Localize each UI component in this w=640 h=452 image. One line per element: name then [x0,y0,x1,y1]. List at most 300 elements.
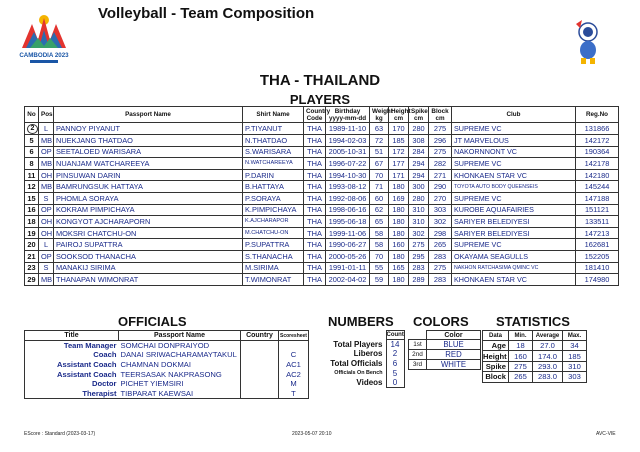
player-position: OP [39,250,54,262]
player-position: S [39,262,54,274]
player-block: 282 [429,158,452,170]
player-country: THA [304,169,326,181]
player-club: SARIYER BELEDIYESI [452,216,576,228]
player-spike: 275 [409,239,429,251]
player-shirt-name: P.SORAYA [243,192,304,204]
official-title: Team Manager [25,341,119,351]
player-block: 298 [429,227,452,239]
color-order: 2nd [409,350,427,360]
player-row [25,169,619,181]
player-country: THA [304,158,326,170]
col-average: Average [533,331,563,341]
player-spike: 284 [409,146,429,158]
player-number [25,123,39,135]
statistic-min: 265 [509,372,533,382]
players-table [24,106,619,286]
color-row [409,340,481,350]
player-birthday: 1998-06-16 [326,204,370,216]
official-title: Coach [25,350,119,360]
statistics-row [483,341,587,351]
official-row [25,369,309,379]
player-club: OKAYAMA SEAGULLS [452,250,576,262]
player-passport-name: PANNOY PIYANUT [54,123,243,135]
player-row [25,262,619,274]
player-club: NAKORNNONT VC [452,146,576,158]
official-row [25,388,309,398]
player-spike: 289 [409,274,429,286]
player-weight: 67 [370,158,389,170]
statistic-min: 160 [509,351,533,361]
numbers-row [322,378,404,388]
statistic-min: 18 [509,341,533,351]
player-number: 23 [25,262,39,274]
statistic-name: Height [483,351,507,361]
color-value: WHITE [427,360,481,370]
numbers-value: 2 [386,349,404,359]
col-birthday: Birthday yyyy-mm-dd [326,107,370,123]
player-shirt-name: N.WATCHAREEYA [243,158,304,170]
player-country: THA [304,216,326,228]
numbers-value: 14 [386,340,404,350]
statistic-average: 27.0 [533,341,563,351]
official-row [25,379,309,389]
player-reg-no: 142172 [576,135,619,147]
player-birthday: 2002-04-02 [326,274,370,286]
player-weight: 72 [370,135,389,147]
player-number: 18 [25,216,39,228]
player-height: 177 [389,158,409,170]
player-spike: 294 [409,169,429,181]
statistics-header-row [483,331,587,341]
player-row [25,274,619,286]
player-birthday: 1992-08-06 [326,192,370,204]
player-block: 275 [429,123,452,135]
games-logo [14,4,74,66]
player-spike: 295 [409,250,429,262]
player-birthday: 1993-08-12 [326,181,370,193]
player-block: 303 [429,204,452,216]
player-country: THA [304,262,326,274]
player-block: 283 [429,250,452,262]
col-no: No [25,107,39,123]
numbers-label: Liberos [353,349,383,359]
player-passport-name: THANAPAN WIMONRAT [54,274,243,286]
col-scoresheet: Scoresheet [280,332,307,339]
statistic-max: 34 [563,341,587,351]
col-height: Height cm [389,107,409,123]
official-country [241,341,279,351]
player-club: TOYOTA AUTO BODY QUEENSEIS [452,181,576,193]
player-position: OP [39,204,54,216]
numbers-header-row [322,331,404,340]
player-weight: 70 [370,250,389,262]
players-header-row [25,107,619,123]
official-title: Assistant Coach [25,360,119,370]
player-club: SARIYER BELEDIYESI [452,227,576,239]
player-reg-no: 162681 [576,239,619,251]
official-country [241,350,279,360]
player-birthday: 2005-10-31 [326,146,370,158]
player-country: THA [304,181,326,193]
statistic-average: 293.0 [533,361,563,371]
official-country [241,388,279,398]
official-country [241,369,279,379]
official-title: Doctor [25,379,119,389]
numbers-label: Total Officials [330,358,383,368]
player-passport-name: SEETALOED WARISARA [54,146,243,158]
player-number: 15 [25,192,39,204]
player-height: 169 [389,192,409,204]
official-scoresheet: C [279,350,309,360]
player-row [25,181,619,193]
col-count: Count [386,332,404,338]
team-title: THA - THAILAND [259,72,381,89]
official-name: DANAI SRIWACHARAMAYTAKUL [120,350,237,360]
player-height: 160 [389,239,409,251]
player-number: 20 [25,239,39,251]
numbers-row [322,340,404,350]
player-passport-name: PHOMLA SORAYA [54,192,243,204]
numbers-value: 6 [386,359,404,369]
player-spike: 310 [409,204,429,216]
player-weight: 70 [370,169,389,181]
player-weight: 62 [370,204,389,216]
statistics-body [483,341,587,383]
player-position: OH [39,169,54,181]
player-shirt-name: P.TIYANUT [243,123,304,135]
mascot-logo [568,14,608,66]
col-color: Color [427,331,481,340]
statistics-row [483,351,587,361]
col-official-name: Passport Name [119,331,241,341]
player-weight: 60 [370,192,389,204]
player-weight: 65 [370,216,389,228]
statistic-average: 174.0 [533,351,563,361]
numbers-heading: NUMBERS [328,314,394,329]
official-scoresheet: AC2 [279,369,309,379]
player-shirt-name: P.SUPATTRA [243,239,304,251]
player-height: 180 [389,250,409,262]
official-scoresheet: M [279,379,309,389]
player-reg-no: 145244 [576,181,619,193]
numbers-body [322,340,404,388]
player-row [25,204,619,216]
player-height: 170 [389,123,409,135]
player-birthday: 1991-01-11 [326,262,370,274]
player-country: THA [304,204,326,216]
player-shirt-name: P.DARIN [243,169,304,181]
official-country [241,379,279,389]
statistic-max: 185 [563,351,587,361]
player-club: SUPREME VC [452,192,576,204]
player-country: THA [304,227,326,239]
player-block: 270 [429,192,452,204]
col-pos: Pos [39,107,54,123]
footer-software: EScore : Standard (2023-03-17) [24,431,96,437]
col-title: Title [25,331,119,341]
player-spike: 302 [409,227,429,239]
player-passport-name: MANAKIJ SIRIMA [54,262,243,274]
player-country: THA [304,146,326,158]
player-passport-name: PAIROJ SUPATTRA [54,239,243,251]
official-name: TEERSASAK NAKPRASONG [120,369,222,379]
player-number: 5 [25,135,39,147]
player-country: THA [304,239,326,251]
document-title: Volleyball - Team Composition [98,5,315,22]
player-shirt-name: M.SIRIMA [243,262,304,274]
player-reg-no: 142180 [576,169,619,181]
official-row [25,341,309,351]
player-spike: 310 [409,216,429,228]
col-country-code: Country Code [304,107,326,123]
player-height: 165 [389,262,409,274]
color-row [409,350,481,360]
player-number: 8 [25,158,39,170]
player-position: L [39,239,54,251]
player-row [25,158,619,170]
statistic-name: Spike [483,361,509,371]
player-shirt-name: T.WIMONRAT [243,274,304,286]
player-block: 265 [429,239,452,251]
player-position: L [39,123,54,135]
official-name: TIBPARAT KAEWSAI [119,388,241,398]
player-country: THA [304,250,326,262]
player-weight: 71 [370,181,389,193]
player-block: 271 [429,169,452,181]
color-row [409,360,481,370]
col-weight: Weight kg [370,107,389,123]
official-title: Assistant Coach [25,369,119,379]
player-club: NAKHON RATCHASIMA QMINC VC [452,262,576,274]
player-row [25,146,619,158]
player-passport-name: KONGYOT AJCHARAPORN [54,216,243,228]
player-birthday: 1996-07-22 [326,158,370,170]
official-title: Therapist [25,388,119,398]
player-birthday: 1989-11-10 [326,123,370,135]
player-weight: 55 [370,262,389,274]
official-name: PICHET YIEMSIRI [120,379,184,389]
player-birthday: 1994-10-30 [326,169,370,181]
official-name: SOMCHAI DONPRAIYOD [120,341,210,351]
officials-header-row [25,331,309,341]
player-weight: 58 [370,239,389,251]
player-number: 6 [25,146,39,158]
player-birthday: 1994-02-03 [326,135,370,147]
player-reg-no: 133511 [576,216,619,228]
player-reg-no: 131866 [576,123,619,135]
player-block: 283 [429,274,452,286]
col-shirt-name: Shirt Name [243,107,304,123]
player-country: THA [304,274,326,286]
official-scoresheet: T [279,388,309,398]
col-passport-name: Passport Name [54,107,243,123]
official-row [25,360,309,370]
player-shirt-name: N.THATDAO [243,135,304,147]
player-club: SUPREME VC [452,239,576,251]
player-birthday: 2000-05-26 [326,250,370,262]
colors-heading: COLORS [413,314,469,329]
numbers-label: Officials On Bench [334,370,383,377]
player-shirt-name: B.HATTAYA [243,181,304,193]
player-position: MB [39,158,54,170]
officials-body [25,341,309,399]
player-block: 275 [429,262,452,274]
player-club: KHONKAEN STAR VC [452,274,576,286]
player-row [25,123,619,135]
numbers-row [322,349,404,359]
player-shirt-name: S.THANACHA [243,250,304,262]
captain-marker: 2 [27,124,38,134]
color-value: BLUE [427,340,481,350]
statistics-row [483,361,587,371]
player-position: OP [39,146,54,158]
statistics-heading: STATISTICS [496,314,570,329]
numbers-value: 0 [386,378,404,388]
statistics-table [482,330,587,383]
player-country: THA [304,192,326,204]
player-number: 29 [25,274,39,286]
player-position: MB [39,135,54,147]
player-passport-name: NUANJAM WATCHAREEYA [54,158,243,170]
statistic-max: 303 [563,372,587,382]
statistic-min: 275 [509,361,533,371]
player-height: 185 [389,135,409,147]
col-data: Data [483,331,509,341]
player-row [25,216,619,228]
player-reg-no: 181410 [576,262,619,274]
player-spike: 294 [409,158,429,170]
player-reg-no: 152205 [576,250,619,262]
col-min: Min. [509,331,533,341]
player-block: 275 [429,146,452,158]
col-club: Club [452,107,576,123]
player-position: MB [39,181,54,193]
officials-heading: OFFICIALS [118,314,187,329]
player-spike: 300 [409,181,429,193]
players-body [25,123,619,286]
numbers-label: Total Players [333,339,383,349]
player-country: THA [304,123,326,135]
player-height: 171 [389,169,409,181]
col-official-country: Country [241,331,279,341]
player-weight: 51 [370,146,389,158]
col-block: Block cm [429,107,452,123]
player-weight: 58 [370,227,389,239]
numbers-row [322,359,404,369]
player-number: 16 [25,204,39,216]
colors-header-row [409,331,481,340]
player-passport-name: MOKSRI CHATCHU-ON [54,227,243,239]
col-spike: Spike cm [409,107,429,123]
player-row [25,239,619,251]
player-reg-no: 147188 [576,192,619,204]
player-passport-name: BAMRUNGSUK HATTAYA [54,181,243,193]
player-country: THA [304,135,326,147]
player-spike: 280 [409,123,429,135]
player-reg-no: 174980 [576,274,619,286]
player-height: 180 [389,181,409,193]
statistics-row [483,372,587,382]
player-passport-name: NUEKJANG THATDAO [54,135,243,147]
numbers-value: 5 [386,368,404,378]
col-max: Max. [563,331,587,341]
numbers-label: Videos [356,378,383,388]
player-number: 11 [25,169,39,181]
player-weight: 59 [370,274,389,286]
player-height: 180 [389,274,409,286]
player-shirt-name: K.PIMPICHAYA [243,204,304,216]
statistic-name: Block [483,372,509,382]
player-row [25,135,619,147]
statistic-max: 310 [563,361,587,371]
official-country [241,360,279,370]
color-order: 3rd [409,360,427,370]
player-position: MB [39,274,54,286]
numbers-row [322,368,404,378]
player-position: S [39,192,54,204]
numbers-table [322,330,405,388]
player-spike: 308 [409,135,429,147]
player-passport-name: SOOKSOD THANACHA [54,250,243,262]
player-position: OH [39,227,54,239]
player-block: 290 [429,181,452,193]
official-scoresheet [279,341,309,351]
color-order: 1st [409,340,427,350]
player-height: 180 [389,204,409,216]
statistic-name: Age [483,341,509,351]
player-reg-no: 147213 [576,227,619,239]
player-spike: 283 [409,262,429,274]
player-reg-no: 142178 [576,158,619,170]
colors-table [408,330,481,370]
player-position: OH [39,216,54,228]
statistic-average: 283.0 [533,372,563,382]
player-shirt-name: K.AJCHARAPOR [243,216,304,228]
player-height: 180 [389,216,409,228]
footer-timestamp: 2023-05-07 20:10 [292,431,332,437]
player-reg-no: 190364 [576,146,619,158]
player-block: 302 [429,216,452,228]
player-height: 180 [389,227,409,239]
player-passport-name: KOKRAM PIMPICHAYA [54,204,243,216]
official-row [25,350,309,360]
official-name: CHAMNAN DOKMAI [120,359,191,369]
colors-body [409,340,481,370]
officials-table [24,330,309,399]
player-spike: 280 [409,192,429,204]
player-birthday: 1990-06-27 [326,239,370,251]
color-value: RED [427,350,481,360]
games-logo-text: CAMBODIA 2023 [19,52,69,59]
player-number: 21 [25,250,39,262]
player-club: SUPREME VC [452,123,576,135]
player-row [25,227,619,239]
col-reg-no: Reg.No [576,107,619,123]
player-number: 12 [25,181,39,193]
player-row [25,192,619,204]
player-shirt-name: M.CHATCHU-ON [243,227,304,239]
player-birthday: 1999-11-06 [326,227,370,239]
player-row [25,250,619,262]
player-block: 296 [429,135,452,147]
player-weight: 63 [370,123,389,135]
player-club: SUPREME VC [452,158,576,170]
player-number: 19 [25,227,39,239]
player-reg-no: 151121 [576,204,619,216]
players-heading: PLAYERS [289,92,351,107]
official-scoresheet: AC1 [279,360,309,370]
player-passport-name: PINSUWAN DARIN [54,169,243,181]
